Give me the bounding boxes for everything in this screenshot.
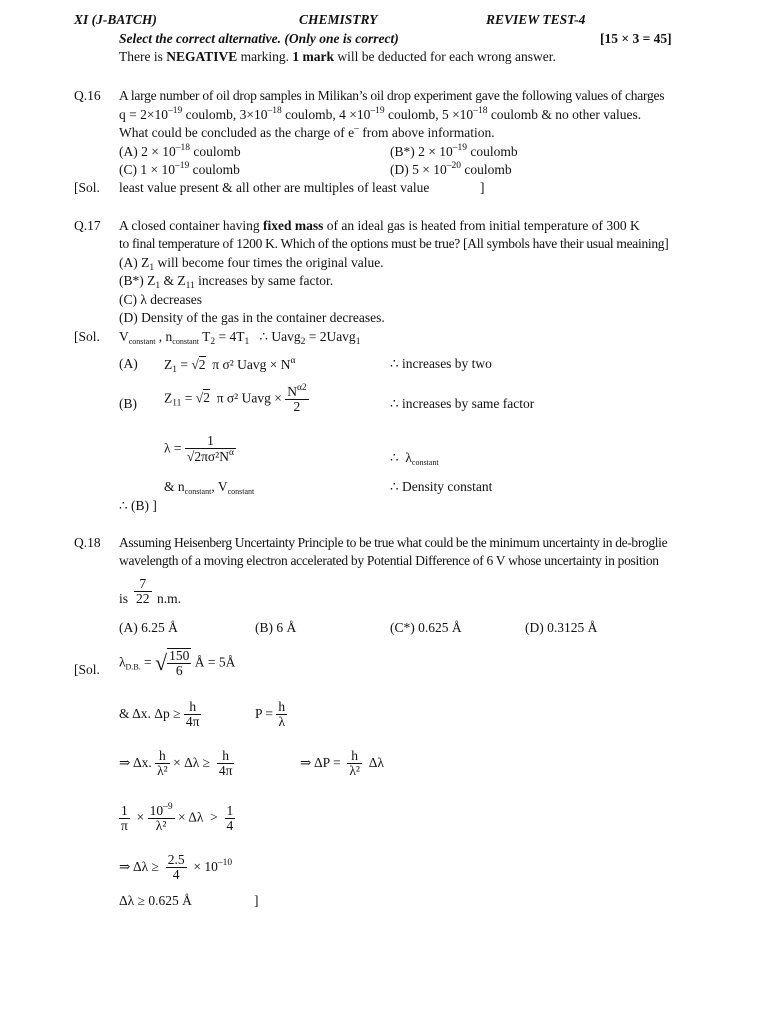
q18-is-label: is	[119, 591, 129, 606]
q18-line1: Assuming Heisenberg Uncertainty Principle to be true what could be the minimum uncertainty in de-broglie	[119, 535, 668, 550]
q17-sol-label: [Sol.	[74, 329, 100, 344]
q17-sol-b-result: ∴ increases by same factor	[390, 396, 535, 411]
q17-sol-answer: ∴ (B) ]	[119, 498, 157, 513]
negative-marking-note: There is NEGATIVE marking. 1 mark will be deducted for each wrong answer.	[119, 49, 556, 64]
q17-sol-a-eq: $Z_1 = √2$ π σ² Uavg × $N^\alpha$	[164, 356, 296, 375]
q18-sol-close: ]	[254, 893, 259, 908]
batch-label: XI (J-BATCH)	[74, 12, 157, 27]
q17-option-b[interactable]: (B*) $Z_1$ & $Z_{11}$ increases by same factor.	[119, 273, 334, 291]
marks-scheme: [15 × 3 = 45]	[600, 31, 672, 46]
q18-sol-eq1: $\lambda_{D.B.}$ = √ $\frac{150}{6}$ Å = 5Å	[119, 648, 236, 679]
q17-sol-lambda-eq: λ = $\frac{1}{√2\pi\sigma^2N^\alpha}$	[164, 433, 234, 465]
q18-sol-eq3b: ⇒ ΔP = $\frac{h}{\text{λ²}}$ Δλ	[300, 748, 384, 779]
q17-sol-b-label: (B)	[119, 396, 137, 411]
q16-option-c[interactable]: (C) $1 \times 10^{-19}$ coulomb	[119, 161, 240, 177]
q18-sol-eq2: & Δx. Δp ≥ $\frac{h}{4\pi}$	[119, 699, 200, 730]
q16-number: Q.16	[74, 88, 101, 103]
q16-line2: $q = 2\times 10^{-19}$ coulomb, $3\times 10^{-18}$ coulomb, $4 \times 10^{-19}$ coulomb, $5 \times 10^{-18}$ coulomb & no other values.	[119, 106, 642, 122]
q18-sol-final: Δλ ≥ 0.625 Å	[119, 893, 192, 908]
q17-option-a[interactable]: (A) $Z_1$ will become four times the original value.	[119, 255, 384, 273]
q18-sol-eq3: ⇒ Δx. $\frac{h}{\text{λ²}}$ × Δλ ≥ $\frac{h}{4\pi}$	[119, 748, 233, 779]
q18-option-b[interactable]: (B) 6 Å	[255, 620, 297, 635]
q18-sol-eq5: ⇒ Δλ ≥ $\frac{2.5}{4}$ × $10^{-10}$	[119, 852, 233, 883]
q17-sol-a-result: ∴ increases by two	[390, 356, 492, 371]
q16-line3: What could be concluded as the charge of e– from above information.	[119, 124, 495, 140]
q16-option-a[interactable]: (A) $2 \times 10^{-18}$ coulomb	[119, 143, 241, 159]
q17-sol-density-result: ∴ Density constant	[390, 479, 493, 494]
q17-option-d[interactable]: (D) Density of the gas in the container decreases.	[119, 310, 385, 325]
instruction: Select the correct alternative. (Only one is correct)	[119, 31, 399, 46]
q16-sol-label: [Sol.	[74, 180, 100, 195]
q17-option-c[interactable]: (C) λ decreases	[119, 292, 203, 307]
q18-sol-eq4: $\frac{1}{\pi}$ × $\frac{10^{-9}}{\text{λ²}}$ × Δλ > $\frac{1}{4}$	[121, 802, 234, 834]
q17-line2: to final temperature of 1200 K. Which of the options must be true? [All symbols have their usual meaining]	[119, 236, 669, 251]
q17-number: Q.17	[74, 218, 101, 233]
q18-option-d[interactable]: (D) 0.3125 Å	[525, 620, 598, 635]
q17-line1: A closed container having fixed mass of an ideal gas is heated from initial temperature of 300 K	[119, 218, 640, 233]
q16-option-d[interactable]: (D) $5 \times 10^{-20}$ coulomb	[390, 161, 512, 177]
q16-sol-close: ]	[480, 180, 485, 195]
q18-line2: wavelength of a moving electron accelerated by Potential Difference of 6 V whose uncertainty in position	[119, 553, 659, 568]
q16-line1: A large number of oil drop samples in Milikan’s oil drop experiment gave the following values of charges	[119, 88, 665, 103]
q16-sol-text: least value present & all other are multiples of least value	[119, 180, 430, 195]
subject-label: CHEMISTRY	[299, 12, 378, 27]
q18-option-c[interactable]: (C*) 0.625 Å	[390, 620, 462, 635]
q17-sol-line1: $V_{constant}$ , $n_{constant}$ $T_2 = 4T_1$ ∴ Uavg$_2$ = 2Uavg$_1$	[119, 329, 361, 347]
q18-fraction: $\frac{7}{22}$	[136, 576, 150, 607]
q17-sol-n-v-constant: & $n_{constant}$, $V_{constant}$	[164, 479, 255, 496]
q18-sol-label: [Sol.	[74, 662, 100, 677]
q18-option-a[interactable]: (A) 6.25 Å	[119, 620, 178, 635]
q18-sol-eq2b: P = $\frac{h}{\lambda}$	[255, 699, 286, 730]
test-label: REVIEW TEST-4	[486, 12, 586, 27]
q17-sol-a-label: (A)	[119, 356, 138, 371]
q17-sol-b-eq: $Z_{11} = √2$ π σ² Uavg × $\frac{N^{\alpha 2}}{2}$	[164, 383, 307, 415]
q16-option-b[interactable]: (B*) $2 \times 10^{-19}$ coulomb	[390, 143, 518, 159]
q18-unit: n.m.	[157, 591, 182, 606]
q18-number: Q.18	[74, 535, 101, 550]
q17-sol-lambda-result: ∴ $\lambda_{constant}$	[390, 450, 439, 467]
